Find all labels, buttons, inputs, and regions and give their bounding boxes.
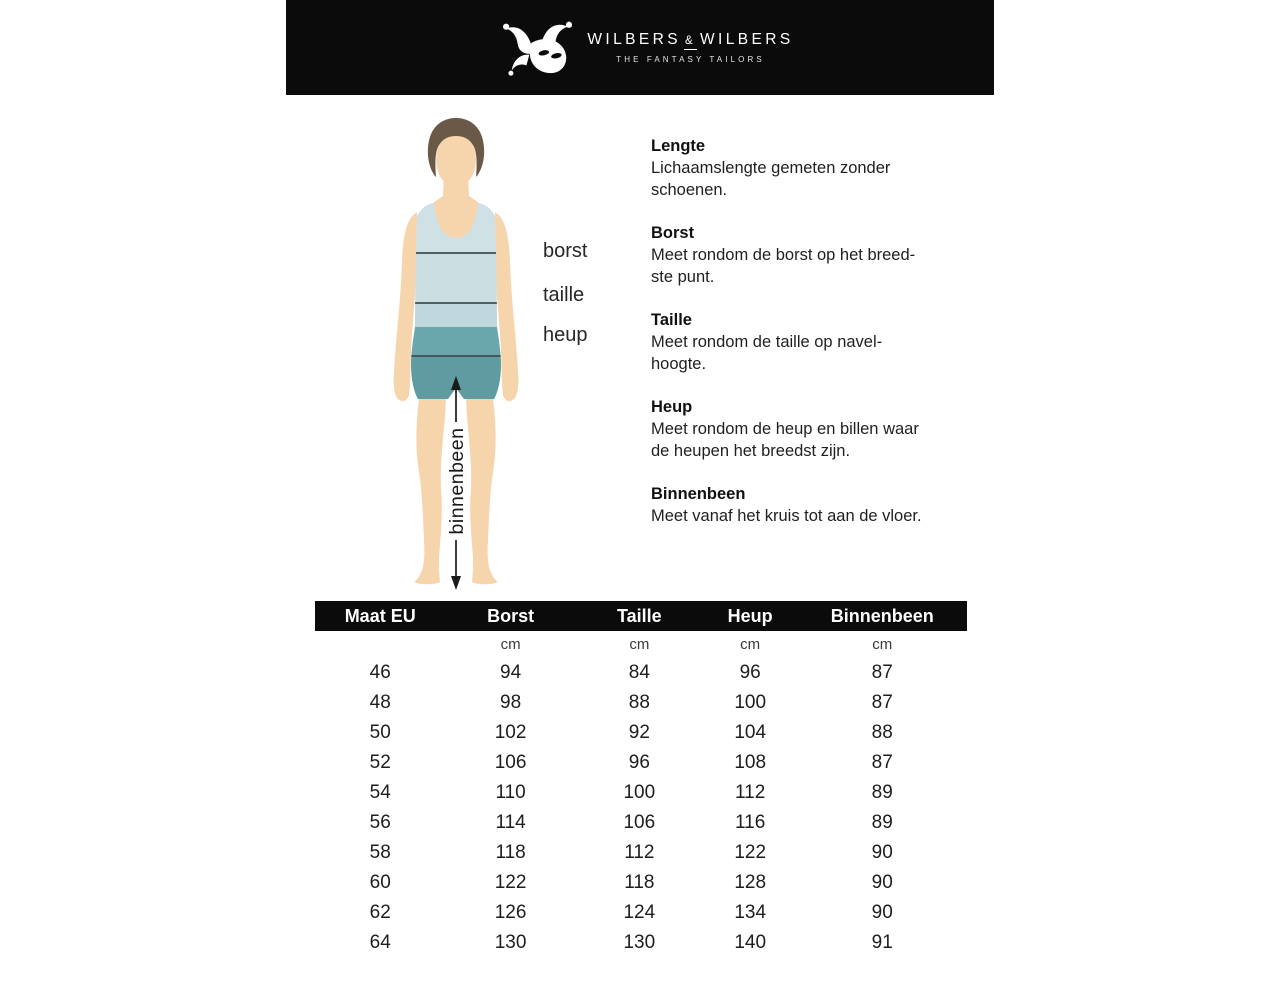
table-row [315,808,967,838]
table-cell: 84 [628,662,650,683]
table-cell: 100 [623,782,656,803]
table-cell: 87 [871,692,893,713]
table-cell: 92 [628,722,650,743]
table-row [315,658,967,688]
table-cell: 122 [734,842,767,863]
table-cell: 130 [623,932,656,953]
brand-text [587,31,793,64]
chest-label: borst [543,240,588,262]
table-cell: 96 [739,662,761,683]
body-measurement-figure [381,112,531,592]
column-header: Maat EU [315,601,445,631]
table-cell: 96 [628,752,650,773]
table-row [315,868,967,898]
unit-cell: cm [872,636,893,653]
table-cell: 106 [623,812,656,833]
table-cell: 52 [369,752,391,773]
table-cell: 102 [494,722,527,743]
table-cell: 88 [871,722,893,743]
unit-cell: cm [629,636,650,653]
size-table-body [315,631,967,958]
brand-logo [486,18,793,78]
table-cell: 130 [494,932,527,953]
info-block-taille [651,310,981,375]
table-cell: 90 [871,902,893,923]
hip-label: heup [543,324,588,346]
table-cell: 110 [495,782,526,803]
table-cell: 108 [734,752,767,773]
table-cell: 94 [500,662,522,683]
table-cell: 140 [734,932,767,953]
table-cell: 46 [369,662,391,683]
info-title: Lengte [651,137,706,155]
table-cell: 122 [494,872,527,893]
column-header: Taille [576,601,703,631]
table-row [315,928,967,958]
size-table [315,601,967,958]
brand-name-left: WILBERS [587,31,681,48]
measurement-instructions [651,136,981,550]
info-text-line: Meet vanaf het kruis tot aan de vloer. [651,507,922,525]
table-cell: 116 [735,812,766,833]
brand-ampersand: & [684,35,697,50]
table-cell: 134 [734,902,767,923]
jester-mask-icon [500,18,578,78]
info-text-line: de heupen het breedst zijn. [651,441,851,460]
table-cell: 88 [628,692,650,713]
info-text-line: schoenen. [651,180,728,199]
info-text-line: hoogte. [651,354,707,373]
table-row [315,838,967,868]
table-cell: 87 [871,662,893,683]
info-block-lengte [651,136,981,201]
table-cell: 128 [734,872,767,893]
table-row [315,778,967,808]
info-title: Borst [651,224,695,242]
table-cell: 54 [369,782,391,803]
column-header: Borst [445,601,575,631]
table-cell: 112 [735,782,766,803]
table-cell: 100 [734,692,767,713]
info-text-line: Meet rondom de borst op het breed- [651,246,916,264]
table-cell: 90 [871,842,893,863]
table-row [315,748,967,778]
table-cell: 106 [494,752,527,773]
table-row [315,898,967,928]
info-block-heup [651,397,981,462]
column-header: Heup [703,601,798,631]
table-cell: 89 [871,812,893,833]
unit-cell [315,631,445,658]
table-cell: 124 [623,902,656,923]
table-cell: 58 [369,842,391,863]
table-cell: 60 [369,872,391,893]
table-cell: 126 [494,902,527,923]
inseam-label: binnenbeen [446,427,469,535]
table-cell: 118 [624,872,655,893]
site-header [286,0,994,95]
info-title: Taille [651,311,692,329]
size-table-head [315,601,967,631]
table-cell: 62 [369,902,391,923]
units-row [315,631,967,658]
waist-label: taille [543,284,585,306]
info-block-borst [651,223,981,288]
table-row [315,688,967,718]
table-cell: 87 [871,752,893,773]
table-cell: 90 [871,872,893,893]
table-cell: 64 [369,932,391,953]
table-cell: 91 [871,932,893,953]
table-cell: 114 [495,812,526,833]
info-title: Binnenbeen [651,485,746,503]
inseam-arrow [446,376,468,590]
brand-name-right: WILBERS [700,31,794,48]
table-cell: 50 [369,722,391,743]
table-cell: 48 [369,692,391,713]
info-block-binnenbeen [651,484,981,528]
brand-name [587,31,793,50]
table-cell: 112 [624,842,655,863]
info-text-line: Meet rondom de heup en billen waar [651,420,919,438]
table-header-row [315,601,967,631]
table-cell: 118 [495,842,526,863]
unit-cell: cm [500,636,521,653]
table-cell: 98 [500,692,522,713]
unit-cell: cm [740,636,761,653]
info-title: Heup [651,398,693,416]
info-text-line: ste punt. [651,267,715,286]
table-row [315,718,967,748]
info-text-line: Meet rondom de taille op navel- [651,333,883,351]
brand-tagline: THE FANTASY TAILORS [616,55,765,64]
table-cell: 104 [734,722,767,743]
info-text-line: Lichaamslengte gemeten zonder [651,159,891,177]
column-header: Binnenbeen [797,601,967,631]
table-cell: 56 [369,812,391,833]
table-cell: 89 [871,782,893,803]
